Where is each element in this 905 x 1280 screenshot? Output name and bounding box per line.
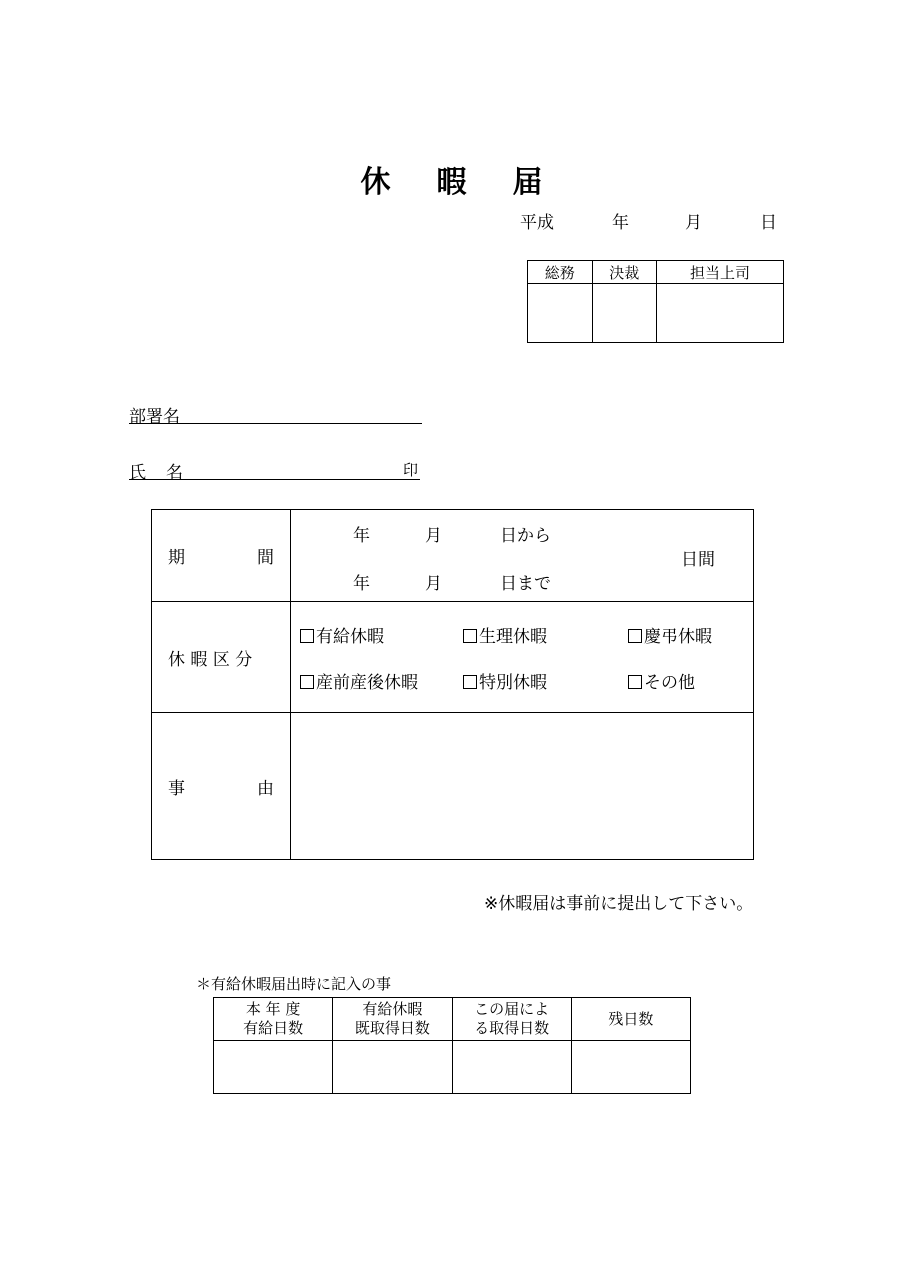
- title-char: 暇: [436, 165, 469, 200]
- header-line: 既取得日数: [354, 1019, 430, 1037]
- header-line: この届によ: [474, 1000, 550, 1018]
- paid-leave-header: [452, 998, 571, 1041]
- period-label-cell: [152, 510, 291, 602]
- paid-leave-input[interactable]: [214, 1041, 333, 1094]
- name-label-1: 氏: [129, 463, 146, 483]
- header-line: る取得日数: [474, 1019, 550, 1037]
- header-line: 有給休暇: [362, 1000, 423, 1018]
- period-label-1: 期: [168, 548, 185, 568]
- approval-header-general-affairs: 総務: [528, 261, 593, 284]
- title-char: 届: [512, 165, 545, 200]
- paid-leave-header: [571, 998, 690, 1041]
- reason-field[interactable]: [291, 713, 754, 860]
- period-to-day: 日まで: [500, 574, 551, 594]
- name-field[interactable]: [129, 479, 420, 480]
- date-day: 日: [760, 213, 777, 233]
- period-from-year: 年: [353, 526, 370, 546]
- leave-option-special[interactable]: [463, 668, 547, 693]
- leave-form-table: [151, 509, 754, 860]
- date-year: 年: [612, 213, 629, 233]
- department-label: 部署名: [129, 407, 180, 427]
- reason-label-cell: [152, 713, 291, 860]
- period-label-2: 間: [257, 548, 274, 568]
- header-line: 残日数: [608, 1009, 654, 1028]
- leave-option-maternity[interactable]: [300, 668, 418, 693]
- leave-option-menstrual[interactable]: [463, 622, 547, 647]
- paid-leave-input[interactable]: [571, 1041, 690, 1094]
- approval-header-supervisor: 担当上司: [657, 261, 784, 284]
- period-to-year: 年: [353, 574, 370, 594]
- leave-type-label-char: 暇: [190, 649, 208, 670]
- header-line: 有給日数: [243, 1019, 304, 1037]
- reason-label-2: 由: [257, 778, 274, 799]
- title-char: 休: [360, 165, 393, 200]
- period-cell[interactable]: [291, 510, 754, 602]
- header-line: 本 年 度: [245, 1000, 301, 1018]
- period-from-day: 日から: [500, 526, 551, 546]
- seal-mark: 印: [403, 461, 419, 479]
- leave-type-label-char: 区: [212, 649, 230, 670]
- approval-stamp-box[interactable]: [657, 284, 784, 343]
- leave-option-label: 特別休暇: [479, 673, 547, 693]
- checkbox-icon[interactable]: [300, 675, 314, 689]
- period-from-month: 月: [425, 526, 442, 546]
- leave-type-label-cell: [152, 602, 291, 713]
- reason-label-1: 事: [168, 778, 185, 799]
- paid-leave-input[interactable]: [452, 1041, 571, 1094]
- leave-type-label-char: 分: [235, 649, 253, 670]
- name-label-2: 名: [166, 463, 183, 483]
- approval-header-decision: 決裁: [592, 261, 657, 284]
- checkbox-icon[interactable]: [628, 675, 642, 689]
- leave-option-label: 有給休暇: [316, 627, 384, 647]
- paid-leave-input[interactable]: [333, 1041, 452, 1094]
- paid-leave-title: ＊有給休暇届出時に記入の事: [196, 975, 392, 993]
- leave-option-bereavement[interactable]: [628, 622, 712, 647]
- paid-leave-table: [213, 997, 691, 1094]
- approval-table: [527, 260, 784, 343]
- leave-option-label: その他: [644, 673, 695, 693]
- date-era: 平成: [520, 213, 554, 233]
- leave-option-label: 慶弔休暇: [644, 627, 712, 647]
- leave-option-label: 生理休暇: [479, 627, 547, 647]
- period-to-month: 月: [425, 574, 442, 594]
- period-days: 日間: [681, 550, 715, 570]
- document-title: [0, 157, 905, 201]
- department-field[interactable]: [129, 423, 422, 424]
- checkbox-icon[interactable]: [628, 629, 642, 643]
- checkbox-icon[interactable]: [463, 675, 477, 689]
- approval-stamp-box[interactable]: [528, 284, 593, 343]
- approval-stamp-box[interactable]: [592, 284, 657, 343]
- leave-option-label: 産前産後休暇: [316, 673, 418, 693]
- leave-option-other[interactable]: [628, 668, 695, 693]
- checkbox-icon[interactable]: [300, 629, 314, 643]
- checkbox-icon[interactable]: [463, 629, 477, 643]
- submission-note: ※休暇届は事前に提出して下さい。: [484, 894, 754, 914]
- paid-leave-header: [333, 998, 452, 1041]
- leave-type-cell: [291, 602, 754, 713]
- leave-option-paid[interactable]: [300, 622, 384, 647]
- date-month: 月: [685, 213, 702, 233]
- leave-type-label-char: 休: [168, 649, 185, 670]
- paid-leave-header: [214, 998, 333, 1041]
